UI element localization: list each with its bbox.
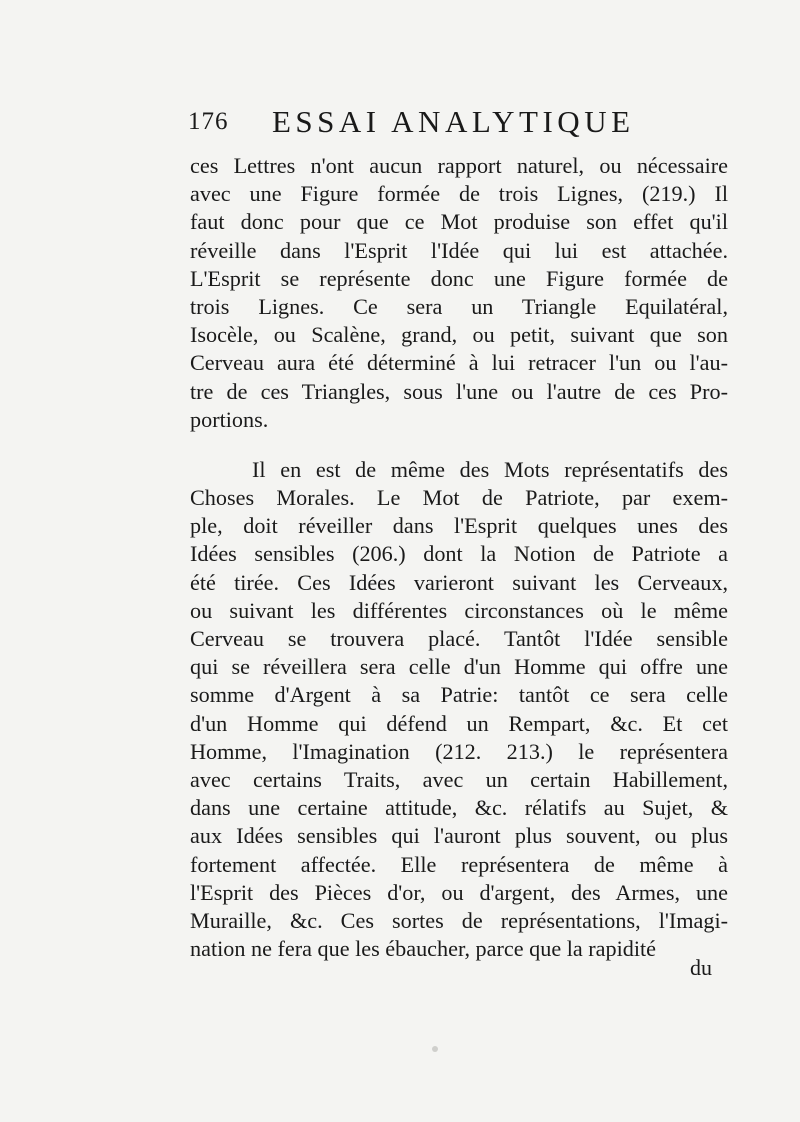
- text-line: L'Esprit se représente donc une Figure formée de: [190, 265, 728, 291]
- text-line: Muraille, &c. Ces sortes de représentations, l'Imagi-: [190, 907, 728, 933]
- text-line: qui se réveillera sera celle d'un Homme qui offre une: [190, 654, 728, 680]
- body-text: [190, 152, 728, 963]
- text-line: tre de ces Triangles, sous l'une ou l'autre de ces Pro-: [190, 378, 728, 404]
- text-line: été tirée. Ces Idées varieront suivant les Cerveaux,: [190, 569, 728, 595]
- text-line: faut donc pour que ce Mot produise son effet qu'il: [190, 209, 728, 235]
- text-line: avec certains Traits, avec un certain Habillement,: [190, 766, 728, 792]
- text-line: fortement affectée. Elle représentera de même à: [190, 851, 728, 877]
- text-line: d'un Homme qui défend un Rempart, &c. Et cet: [190, 710, 728, 736]
- text-line: Isocèle, ou Scalène, grand, ou petit, suivant que son: [190, 322, 728, 348]
- page-number: 176: [188, 108, 229, 135]
- running-title: ESSAI ANALYTIQUE: [272, 104, 635, 139]
- text-line: l'Esprit des Pièces d'or, ou d'argent, des Armes, une: [190, 879, 728, 905]
- paragraph-1: [190, 152, 728, 434]
- text-line: aux Idées sensibles qui l'auront plus souvent, ou plus: [190, 823, 728, 849]
- paper-speck: [432, 1046, 438, 1052]
- text-line: ple, doit réveiller dans l'Esprit quelques unes des: [190, 513, 728, 539]
- text-line: Idées sensibles (206.) dont la Notion de Patriote a: [190, 541, 728, 567]
- catchword: du: [690, 955, 712, 980]
- text-line: dans une certaine attitude, &c. rélatifs au Sujet, &: [190, 795, 728, 821]
- text-line: ces Lettres n'ont aucun rapport naturel, ou nécessaire: [190, 153, 728, 178]
- text-line: portions.: [190, 406, 269, 432]
- text-line: Choses Morales. Le Mot de Patriote, par exem-: [190, 485, 728, 511]
- page-header: [188, 104, 748, 144]
- text-line: somme d'Argent à sa Patrie: tantôt ce sera celle: [190, 682, 728, 708]
- text-line: Homme, l'Imagination (212. 213.) le représentera: [190, 738, 728, 764]
- paragraph-2: [190, 456, 728, 963]
- paragraph-gap: [190, 434, 728, 456]
- text-line: réveille dans l'Esprit l'Idée qui lui est attachée.: [190, 237, 728, 263]
- text-line: Cerveau se trouvera placé. Tantôt l'Idée sensible: [190, 626, 728, 651]
- text-line: Cerveau aura été déterminé à lui retracer l'un ou l'au-: [190, 350, 728, 376]
- text-line: ou suivant les différentes circonstances où le même: [190, 597, 728, 623]
- text-line: trois Lignes. Ce sera un Triangle Equilatéral,: [190, 293, 728, 319]
- text-line: nation ne fera que les ébaucher, parce que la rapidité: [190, 936, 657, 962]
- text-line: avec une Figure formée de trois Lignes, (219.) Il: [190, 181, 728, 207]
- text-line: Il en est de même des Mots représentatifs des: [252, 456, 728, 482]
